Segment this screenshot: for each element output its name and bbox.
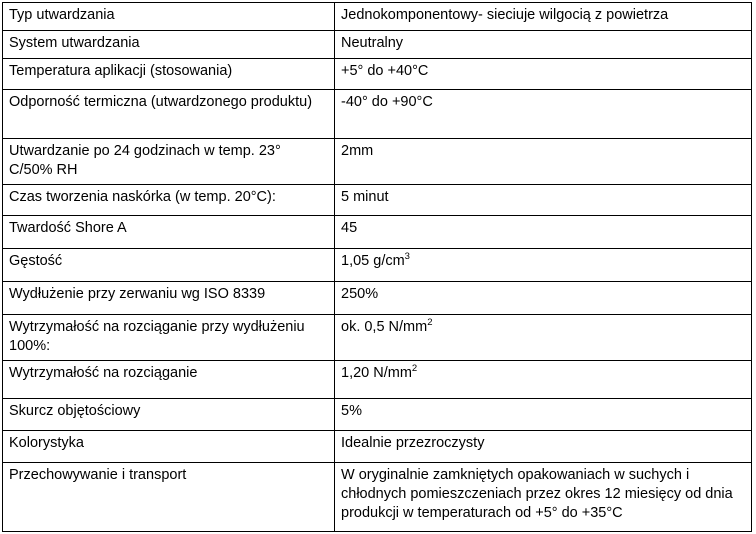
property-value: 250% <box>335 282 752 315</box>
table-row <box>3 249 752 282</box>
property-label: Skurcz objętościowy <box>3 399 335 431</box>
property-value: 45 <box>335 216 752 249</box>
specification-table <box>2 2 752 532</box>
property-value: ok. 0,5 $N/mm^2$ <box>335 315 752 361</box>
property-value: +5° do +40°C <box>335 59 752 90</box>
table-row <box>3 431 752 463</box>
property-label: Przechowywanie i transport <box>3 463 335 532</box>
property-label: Wydłużenie przy zerwaniu wg ISO 8339 <box>3 282 335 315</box>
specification-table-body <box>3 3 752 532</box>
property-label: Kolorystyka <box>3 431 335 463</box>
table-row <box>3 185 752 216</box>
property-label: System utwardzania <box>3 31 335 59</box>
property-label: Temperatura aplikacji (stosowania) <box>3 59 335 90</box>
property-label: Gęstość <box>3 249 335 282</box>
property-value: Idealnie przezroczysty <box>335 431 752 463</box>
table-row <box>3 361 752 399</box>
table-row <box>3 3 752 31</box>
property-value: 5 minut <box>335 185 752 216</box>
property-label: Twardość Shore A <box>3 216 335 249</box>
table-row <box>3 139 752 185</box>
property-value: 5% <box>335 399 752 431</box>
property-label: Czas tworzenia naskórka (w temp. 20°C): <box>3 185 335 216</box>
property-label: Typ utwardzania <box>3 3 335 31</box>
property-value: 2mm <box>335 139 752 185</box>
table-row <box>3 315 752 361</box>
table-row <box>3 399 752 431</box>
table-row <box>3 282 752 315</box>
property-value: 1,05 $g/cm^3$ <box>335 249 752 282</box>
table-row <box>3 31 752 59</box>
property-value: Neutralny <box>335 31 752 59</box>
table-row <box>3 216 752 249</box>
table-row <box>3 463 752 532</box>
property-value: -40° do +90°C <box>335 90 752 139</box>
property-value: W oryginalnie zamkniętych opakowaniach w suchych i chłodnych pomieszczeniach przez okres 12 miesięcy od dnia produkcji w temperaturach od +5° do +35°C <box>335 463 752 532</box>
property-value: 1,20 $N/mm^2$ <box>335 361 752 399</box>
property-label: Wytrzymałość na rozciąganie <box>3 361 335 399</box>
property-label: Odporność termiczna (utwardzonego produktu) <box>3 90 335 139</box>
table-row <box>3 59 752 90</box>
property-value: Jednokomponentowy- sieciuje wilgocią z powietrza <box>335 3 752 31</box>
table-row <box>3 90 752 139</box>
property-label: Wytrzymałość na rozciąganie przy wydłużeniu 100%: <box>3 315 335 361</box>
property-label: Utwardzanie po 24 godzinach w temp. 23° C/50% RH <box>3 139 335 185</box>
